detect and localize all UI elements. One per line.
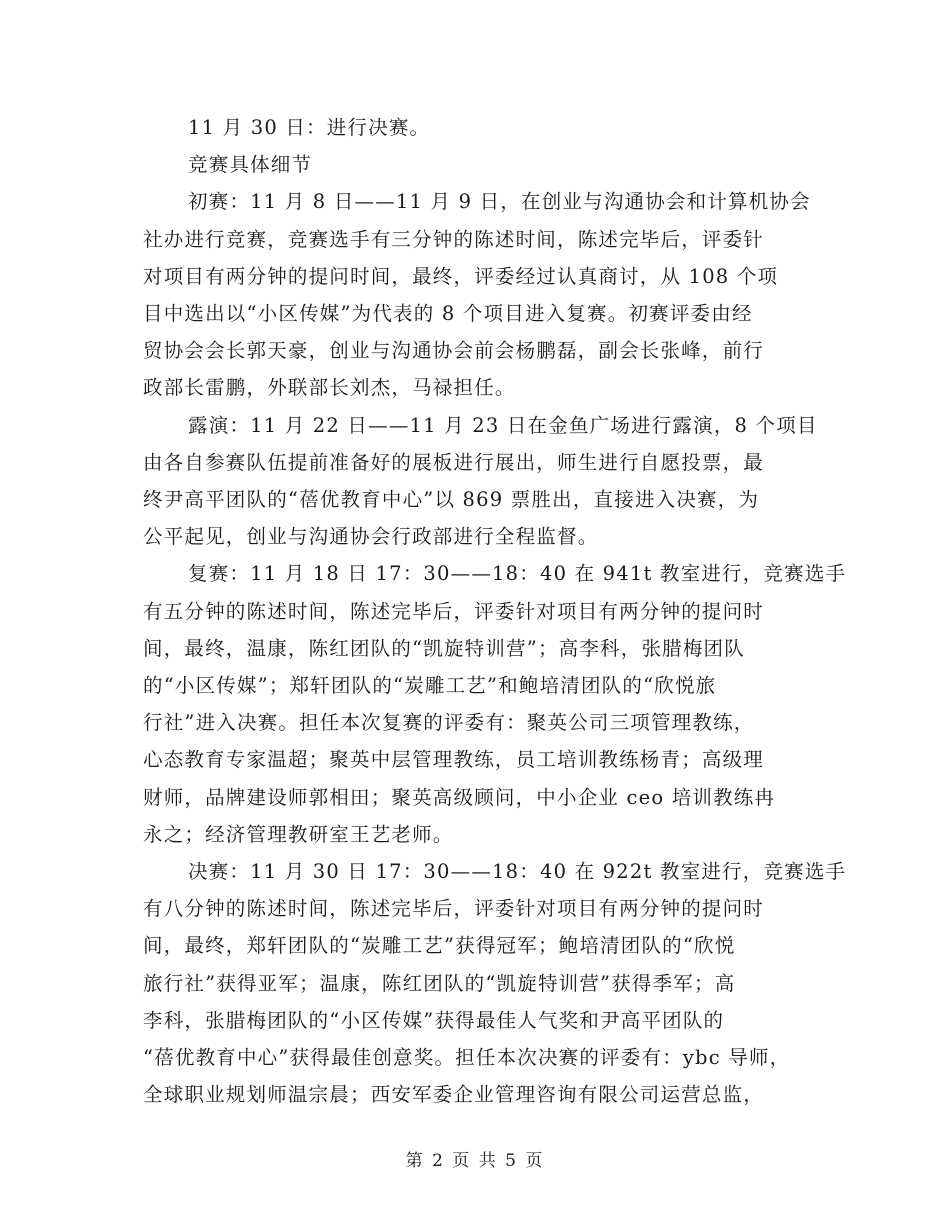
paragraph-final bbox=[143, 853, 847, 1113]
text-line: 由各自参赛队伍提前准备好的展板进行展出，师生进行自愿投票，最 bbox=[143, 450, 765, 474]
text-line: “蓓优教育中心”获得最佳创意奖。担任本次决赛的评委有：ybc 导师， bbox=[143, 1046, 791, 1070]
section-heading-details bbox=[143, 146, 807, 183]
text-line: 目中选出以“小区传媒”为代表的 8 个项目进入复赛。初赛评委由经 bbox=[143, 302, 753, 326]
text-line: 终尹高平团队的“蓓优教育中心”以 869 票胜出，直接进入决赛，为 bbox=[143, 488, 760, 512]
paragraph-semifinal bbox=[143, 555, 847, 853]
text-line: 公平起见，创业与沟通协会行政部进行全程监督。 bbox=[143, 525, 599, 549]
text-line: 间，最终，温康，陈红团队的“凯旋特训营”；高李科，张腊梅团队 bbox=[143, 636, 745, 660]
text-line: 心态教育专家温超；聚英中层管理教练，员工培训教练杨青；高级理 bbox=[143, 748, 765, 772]
text-line: 有五分钟的陈述时间，陈述完毕后，评委针对项目有两分钟的提问时 bbox=[143, 599, 765, 623]
text-line: 永之；经济管理教研室王艺老师。 bbox=[143, 822, 454, 846]
text-line: 初赛：11 月 8 日——11 月 9 日，在创业与沟通协会和计算机协会 bbox=[188, 190, 811, 214]
paragraph-preliminary bbox=[143, 183, 811, 406]
paragraph-final-date bbox=[143, 109, 807, 146]
text-line: 复赛：11 月 18 日 17：30——18：40 在 941t 教室进行，竞赛选手 bbox=[188, 562, 847, 586]
text-line: 对项目有两分钟的提问时间，最终，评委经过认真商讨，从 108 个项 bbox=[143, 264, 779, 288]
text-line: 财师，品牌建设师郭相田；聚英高级顾问，中小企业 ceo 培训教练冉 bbox=[143, 785, 776, 809]
text-line: 贸协会会长郭天豪，创业与沟通协会前会杨鹏磊，副会长张峰，前行 bbox=[143, 339, 765, 363]
document-body bbox=[143, 109, 847, 1113]
text-line: 全球职业规划师温宗晨；西安军委企业管理咨询有限公司运营总监， bbox=[143, 1083, 765, 1107]
page-number-footer: 第 2 页 共 5 页 bbox=[405, 1151, 545, 1171]
text-line: 政部长雷鹏，外联部长刘杰，马禄担任。 bbox=[143, 376, 516, 400]
text-line: 李科，张腊梅团队的“小区传媒”获得最佳人气奖和尹高平团队的 bbox=[143, 1008, 725, 1032]
text-line: 露演：11 月 22 日——11 月 23 日在金鱼广场进行露演，8 个项目 bbox=[188, 413, 818, 437]
text-line: 社办进行竞赛，竞赛选手有三分钟的陈述时间，陈述完毕后，评委针 bbox=[143, 227, 765, 251]
text-line: 间，最终，郑轩团队的“炭雕工艺”获得冠军；鲍培清团队的“欣悦 bbox=[143, 934, 736, 958]
text-line: 11 月 30 日：进行决赛。 bbox=[188, 116, 431, 139]
text-line: 有八分钟的陈述时间，陈述完毕后，评委针对项目有两分钟的提问时 bbox=[143, 897, 765, 921]
text-line: 行社”进入决赛。担任本次复赛的评委有：聚英公司三项管理教练， bbox=[143, 711, 755, 735]
text-line: 旅行社”获得亚军；温康，陈红团队的“凯旋特训营”获得季军；高 bbox=[143, 971, 736, 995]
text-line: 决赛：11 月 30 日 17：30——18：40 在 922t 教室进行，竞赛选手 bbox=[188, 860, 847, 884]
text-line: 竞赛具体细节 bbox=[188, 153, 313, 177]
paragraph-roadshow bbox=[143, 407, 818, 556]
text-line: 的“小区传媒”；郑轩团队的“炭雕工艺”和鲍培清团队的“欣悦旅 bbox=[143, 674, 717, 698]
